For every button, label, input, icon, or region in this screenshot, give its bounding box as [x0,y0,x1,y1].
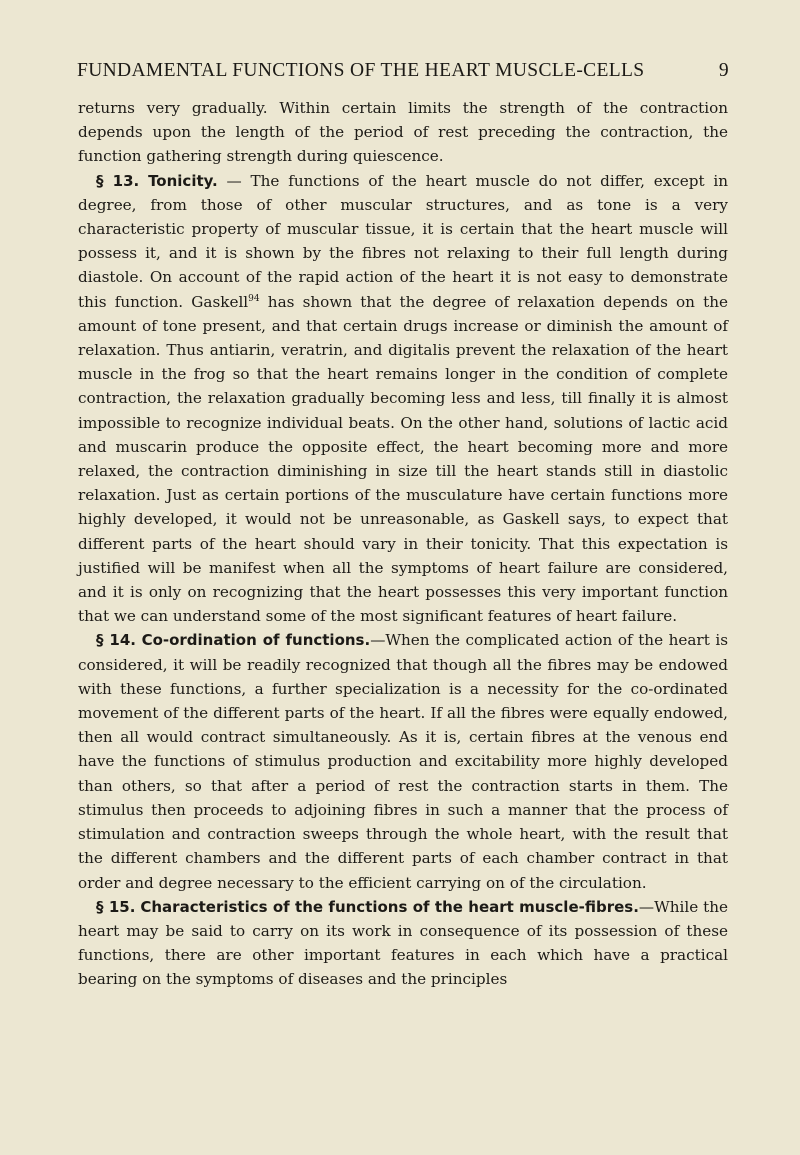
section-heading-characteristics: Characteristics of the functions of the heart muscle-fibres. [140,897,639,916]
paragraph-text: has shown that the degree of relaxation depends on the amount of tone present, and that certain drugs increase or diminish the amount of relaxation. Thus antiarin, veratrin, and digitalis prevent the relaxation of the heart muscle in the frog so that the heart remains longer in the condition of complete contraction, the relaxation gradually becoming less and less, till finally it is almost impossible to recognize individual beats. On the other hand, solutions of lactic acid and muscarin produce the opposite effect, the heart becoming more and more relaxed, the contraction diminishing in size till the heart stands still in diastolic relaxation. Just as certain portions of the musculature have certain functions more highly developed, it would not be unreasonable, as Gaskell says, to expect that different parts of the heart should vary in their tonicity. That this expectation is justified will be manifest when all the symptoms of heart failure are considered, and it is only on recognizing that the heart possesses this very important function that we can understand some of the most significant features of heart failure. [78,292,728,626]
section-heading-coordination: Co-ordination of functions. [141,631,371,650]
paragraph-section-15 [78,895,728,992]
section-number: § 14. [96,631,137,650]
paragraph-text: While the heart may be said to carry on its work in consequence of its possession of these functions, there are other important features in each which have a practical bearing on the symptoms of diseases and the principles [78,897,729,989]
paragraph-text: When the complicated action of the heart is considered, it will be readily recognized that though all the fibres may be endowed with these functions, a further specialization is a necessity for the co-ordinated movement of the different parts of the heart. If all the fibres were equally endowed, then all would contract simultaneously. As it is, certain fibres at the venous end have the functions of stimulus production and excitability more highly developed than others, so that after a period of rest the contraction starts in them. The stimulus then proceeds to adjoining fibres in such a manner that the process of stimulation and contraction sweeps through the whole heart, with the result that the different chambers and the different parts of each chamber contract in that order and degree necessary to the efficient carrying on of the circulation. [78,631,728,892]
paragraph-section-13 [78,169,728,629]
reference-marker: 94 [248,293,260,304]
section-dash: — [638,897,655,916]
page-number: 9 [718,60,729,81]
running-title: FUNDAMENTAL FUNCTIONS OF THE HEART MUSCLE-CELLS [77,60,645,81]
paragraph-continuation [78,96,728,169]
section-heading-tonicity: Tonicity. [148,171,218,190]
section-number: § 13. [96,171,140,190]
paragraph-section-14 [78,628,728,894]
section-dash: — [370,631,386,650]
paragraph-text: The functions of the heart muscle do not differ, except in degree, from those of other muscular structures, and as tone is a very characteristic property of muscular tissue, it is certain that the heart muscle will possess it, and it is shown by the fibres not relaxing to their full length during diastole. On account of the rapid action of the heart it is not easy to demonstrate this function. Gaskell [78,171,729,311]
body-text [78,96,728,992]
running-head [77,60,729,86]
section-dash: — [217,171,251,190]
paragraph-text: returns very gradually. Within certain limits the strength of the contraction depends upon the length of the period of rest preceding the contraction, the function gathering strength during quiescence. [78,99,728,166]
section-number: § 15. [96,897,136,916]
